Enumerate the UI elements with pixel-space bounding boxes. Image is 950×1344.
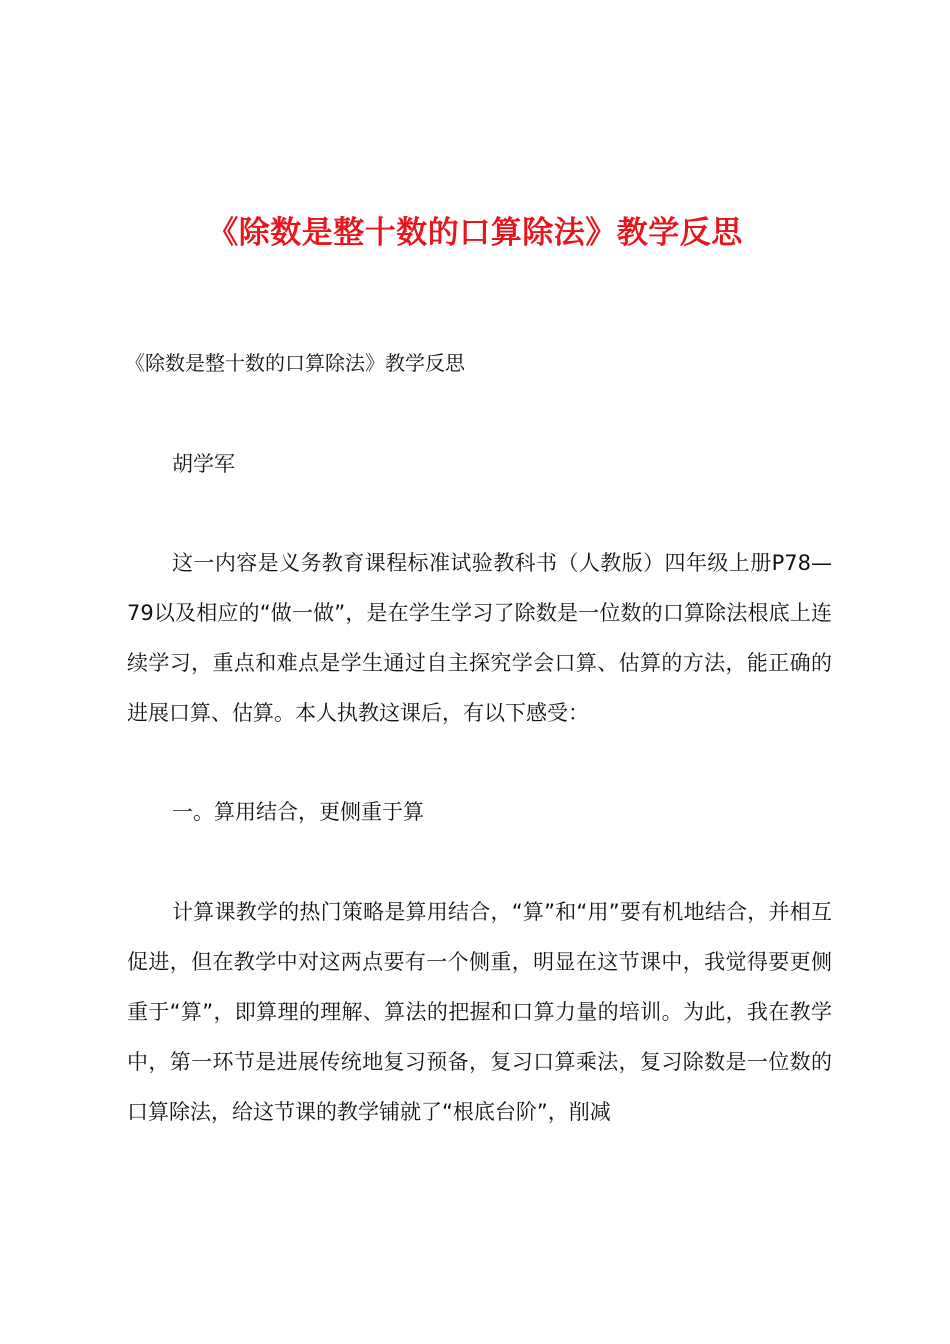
intro-paragraph: 这一内容是义务教育课程标准试验教科书（人教版）四年级上册P78—79以及相应的“做一做”，是在学生学习了除数是一位数的口算除法根底上连续学习，重点和难点是学生通过自主探究学会口算、估算的方法，能正确的进展口算、估算。本人执教这课后，有以下感受： — [127, 551, 832, 725]
document-subtitle: 《除数是整十数的口算除法》教学反思 — [125, 351, 465, 375]
body-paragraph: 计算课教学的热门策略是算用结合，“算”和“用”要有机地结合，并相互促进，但在教学中对这两点要有一个侧重，明显在这节课中，我觉得要更侧重于“算”，即算理的理解、算法的把握和口算力量的培训。为此，我在教学中，第一环节是进展传统地复习预备，复习口算乘法，复习除数是一位数的口算除法，给这节课的教学铺就了“根底台阶”，削减 — [127, 900, 832, 1124]
author-name: 胡学军 — [172, 452, 235, 476]
section-heading: 一。算用结合，更侧重于算 — [172, 800, 424, 824]
document-title: 《除数是整十数的口算除法》教学反思 — [207, 215, 743, 251]
